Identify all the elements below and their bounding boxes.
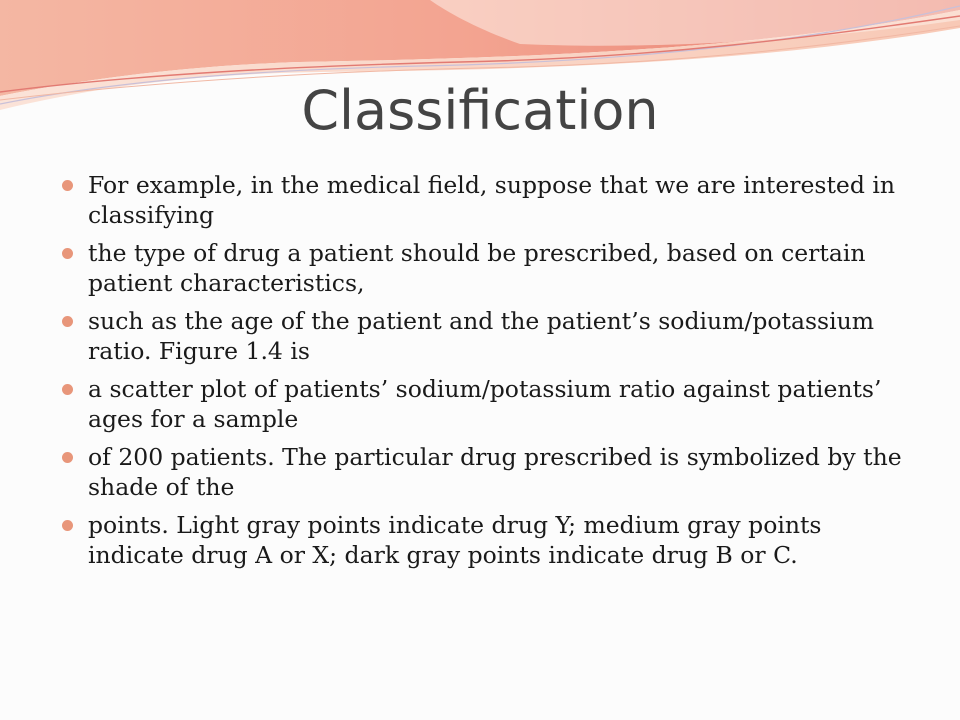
- bullet-item: [60, 510, 910, 570]
- bullet-dot-icon: [62, 180, 73, 191]
- bullet-dot-icon: [62, 384, 73, 395]
- slide-title: Classification: [301, 79, 659, 142]
- bullet-text: such as the age of the patient and the patient’s sodium/potassium ratio. Figure 1.4 is: [88, 307, 875, 365]
- bullet-dot-icon: [62, 452, 73, 463]
- bullet-dot-icon: [62, 520, 73, 531]
- bullet-text: a scatter plot of patients’ sodium/potassium ratio against patients’ ages for a sample: [88, 375, 882, 433]
- bullet-item: [60, 238, 910, 298]
- bullet-text: points. Light gray points indicate drug Y; medium gray points indicate drug A or X; dark gray points indicate drug B or C.: [88, 511, 822, 569]
- bullet-item: [60, 374, 910, 434]
- bullet-item: [60, 442, 910, 502]
- bullet-text: of 200 patients. The particular drug prescribed is symbolized by the shade of the: [88, 443, 902, 501]
- bullet-item: [60, 170, 910, 230]
- bullet-text: the type of drug a patient should be prescribed, based on certain patient characteristics,: [88, 239, 866, 297]
- bullet-text: For example, in the medical field, suppose that we are interested in classifying: [88, 171, 895, 229]
- bullet-list: [60, 170, 910, 578]
- bullet-dot-icon: [62, 248, 73, 259]
- bullet-item: [60, 306, 910, 366]
- bullet-dot-icon: [62, 316, 73, 327]
